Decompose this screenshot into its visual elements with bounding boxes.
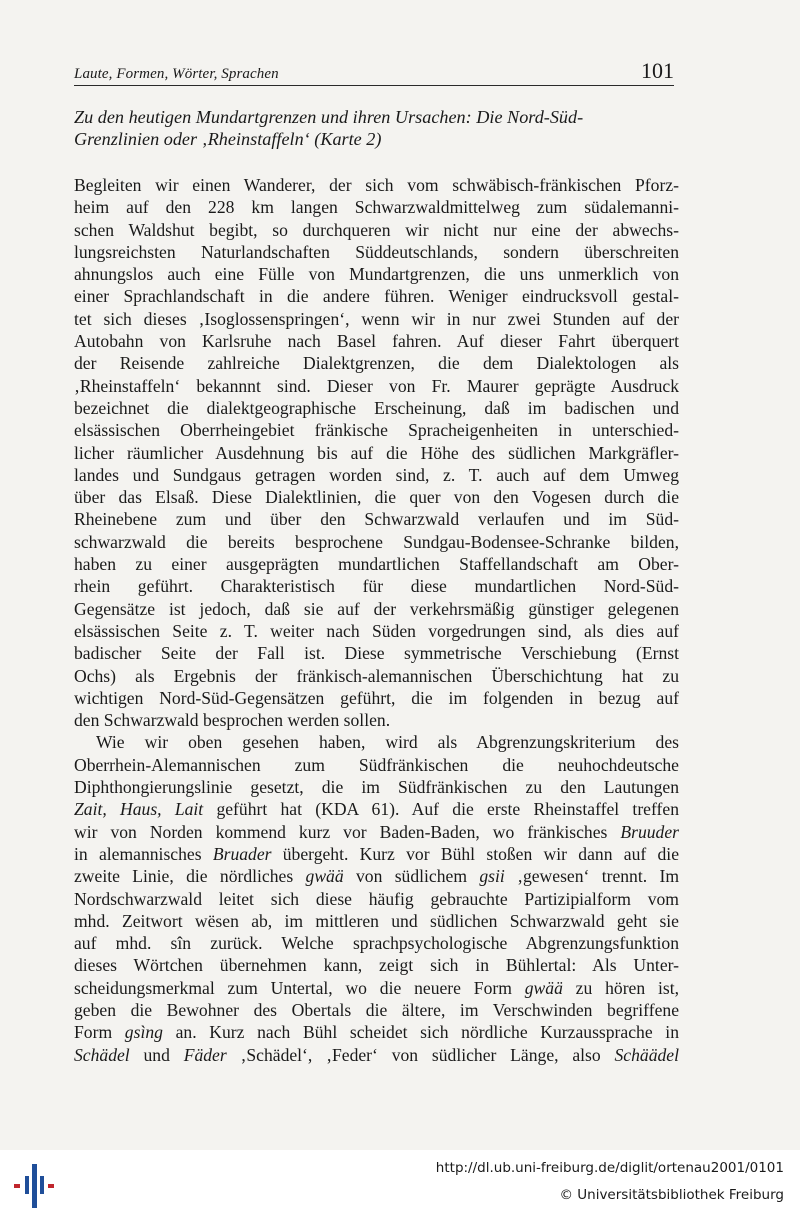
text-run: geführt hat (KDA 61). Auf die erste Rheinstaffel treffen	[203, 799, 679, 820]
text-line: Gegensätze ist jedoch, daß sie auf der verkehrsmäßig günstiger gelegenen	[74, 598, 679, 619]
text-line: Ochs) als Ergebnis der fränkisch-alemannischen Überschichtung hat zu	[74, 665, 679, 686]
header-rule	[74, 85, 674, 86]
text-line: dieses Wörtchen übernehmen kann, zeigt sich in Bühlertal: Als Unter-	[74, 955, 679, 976]
text-run: und	[129, 1044, 184, 1065]
text-line: wichtigen Nord-Süd-Gegensätzen geführt, die im folgenden in bezug auf	[74, 687, 679, 708]
text-line: tet sich dieses ‚Isoglossenspringen‘, wenn wir in nur zwei Stunden auf der	[74, 308, 679, 329]
text-line: badischer Seite der Fall ist. Diese symmetrische Verschiebung (Ernst	[74, 643, 679, 664]
example-word: Bruuder	[620, 821, 679, 842]
text-line: Begleiten wir einen Wanderer, der sich vom schwäbisch-fränkischen Pforz-	[74, 175, 679, 195]
text-line: Nordschwarzwald leitet sich diese häufig gebrauchte Partizipialform vom	[74, 888, 679, 909]
text-line: schen Waldshut begibt, so durchqueren wir nicht nur eine der abwechs-	[74, 219, 679, 240]
ub-freiburg-logo-icon[interactable]	[14, 1164, 54, 1208]
text-line: einer Sprachlandschaft in die andere führen. Weniger eindrucksvoll gestal-	[74, 286, 679, 307]
example-word: gsii	[479, 866, 505, 887]
text-line: der Reisende zahlreiche Dialektgrenzen, die dem Dialektologen als	[74, 353, 679, 374]
source-url-link[interactable]: http://dl.ub.uni-freiburg.de/diglit/ortenau2001/0101	[435, 1160, 784, 1176]
text-line	[74, 1021, 679, 1043]
text-line: schwarzwald die bereits besprochene Sundgau-Bodensee-Schranke bilden,	[74, 531, 679, 552]
text-run: wir von Norden kommend kurz vor Baden-Baden, wo fränkisches	[74, 821, 621, 842]
text-line: Diphthongierungslinie gesetzt, die im Südfränkischen zu den Lautungen	[74, 777, 679, 798]
section-title-line: Zu den heutigen Mundartgrenzen und ihren Ursachen: Die Nord-Süd-	[74, 107, 584, 127]
text-run: ‚gewesen‘ trennt. Im	[504, 866, 680, 887]
section-title	[74, 106, 684, 150]
text-line: Oberrhein-Alemannischen zum Südfränkischen die neuhochdeutsche	[74, 754, 679, 775]
text-run: scheidungsmerkmal zum Untertal, wo die neuere Form	[74, 977, 525, 998]
text-line: über das Elsaß. Diese Dialektlinien, die quer von den Vogesen durch die	[74, 487, 679, 508]
body-text	[74, 174, 679, 1066]
text-line	[74, 843, 679, 865]
text-line: geben die Bewohner des Obertals die ältere, im Verschwinden begriffene	[74, 999, 679, 1020]
example-word: gsìng	[124, 1022, 163, 1043]
text-run: an. Kurz nach Bühl scheidet sich nördliche Kurzaussprache in	[162, 1022, 679, 1043]
text-run: ‚Schädel‘, ‚Feder‘ von südlicher Länge, also	[226, 1044, 615, 1065]
text-line: landes und Sundgaus getragen worden sind, z. T. auch auf dem Umweg	[74, 464, 679, 485]
footer-bar	[0, 1150, 800, 1212]
running-title: Laute, Formen, Wörter, Sprachen	[74, 66, 279, 82]
text-line: Rheinebene zum und über den Schwarzwald verlaufen und im Süd-	[74, 509, 679, 530]
text-line: bezeichnet die dialektgeographische Erscheinung, daß im badischen und	[74, 397, 679, 418]
example-word: Schäädel	[614, 1044, 679, 1065]
text-line: elsässischen Oberrheingebiet fränkische Spracheigenheiten in unterschied-	[74, 420, 679, 441]
example-word: gwää	[524, 977, 563, 998]
example-word: Zait, Haus, Lait	[74, 799, 204, 820]
text-run: in alemannisches	[74, 843, 213, 864]
text-line	[74, 798, 679, 820]
example-word: Fäder	[183, 1044, 227, 1065]
page-number: 101	[641, 58, 674, 83]
text-line	[74, 977, 679, 999]
example-word: Bruader	[212, 843, 272, 864]
text-line: elsässischen Seite z. T. weiter nach Süden vorgedrungen sind, als dies auf	[74, 620, 679, 641]
text-run: zweite Linie, die nördliches	[74, 866, 306, 887]
example-word: Schädel	[74, 1044, 130, 1065]
text-line	[74, 821, 679, 843]
text-run: zu hören ist,	[562, 977, 679, 998]
text-line: Autobahn von Karlsruhe nach Basel fahren. Auf dieser Fahrt überquert	[74, 331, 679, 352]
text-line: licher räumlicher Ausdehnung bis auf die Höhe des südlichen Markgräfler-	[74, 442, 679, 463]
text-run: übergeht. Kurz vor Bühl stoßen wir dann auf die	[271, 843, 680, 864]
text-line: haben zu einer ausgeprägten mundartlichen Staffellandschaft am Ober-	[74, 554, 679, 575]
text-line	[74, 1044, 679, 1066]
text-line	[74, 865, 679, 887]
text-line: Wie wir oben gesehen haben, wird als Abgrenzungskriterium des	[96, 732, 679, 753]
text-line: rhein geführt. Charakteristisch für diese mundartlichen Nord-Süd-	[74, 576, 679, 597]
example-word: gwää	[305, 866, 344, 887]
copyright-notice: © Universitätsbibliothek Freiburg	[559, 1187, 784, 1203]
text-line: ‚Rheinstaffeln‘ bekannnt sind. Dieser von Fr. Maurer geprägte Ausdruck	[74, 375, 679, 396]
paragraph-1	[74, 174, 679, 731]
text-line: heim auf den 228 km langen Schwarzwaldmittelweg zum südalemanni-	[74, 197, 679, 218]
text-run: Form	[74, 1022, 125, 1043]
paragraph-2	[74, 731, 679, 1065]
section-title-line: Grenzlinien oder ‚Rheinstaffeln‘ (Karte 2)	[74, 129, 382, 149]
text-line: ahnungslos auch eine Fülle von Mundartgrenzen, die uns unmerklich von	[74, 264, 679, 285]
text-line: lungsreichsten Naturlandschaften Süddeutschlands, sondern überschreiten	[74, 241, 679, 262]
text-run: von südlichem	[343, 866, 480, 887]
running-head	[74, 58, 674, 86]
text-line: den Schwarzwald besprochen werden sollen.	[74, 710, 391, 731]
text-line: auf mhd. sîn zurück. Welche sprachpsychologische Abgrenzungsfunktion	[74, 933, 679, 954]
text-line: mhd. Zeitwort wësen ab, im mittleren und südlichen Schwarzwald geht sie	[74, 910, 679, 931]
